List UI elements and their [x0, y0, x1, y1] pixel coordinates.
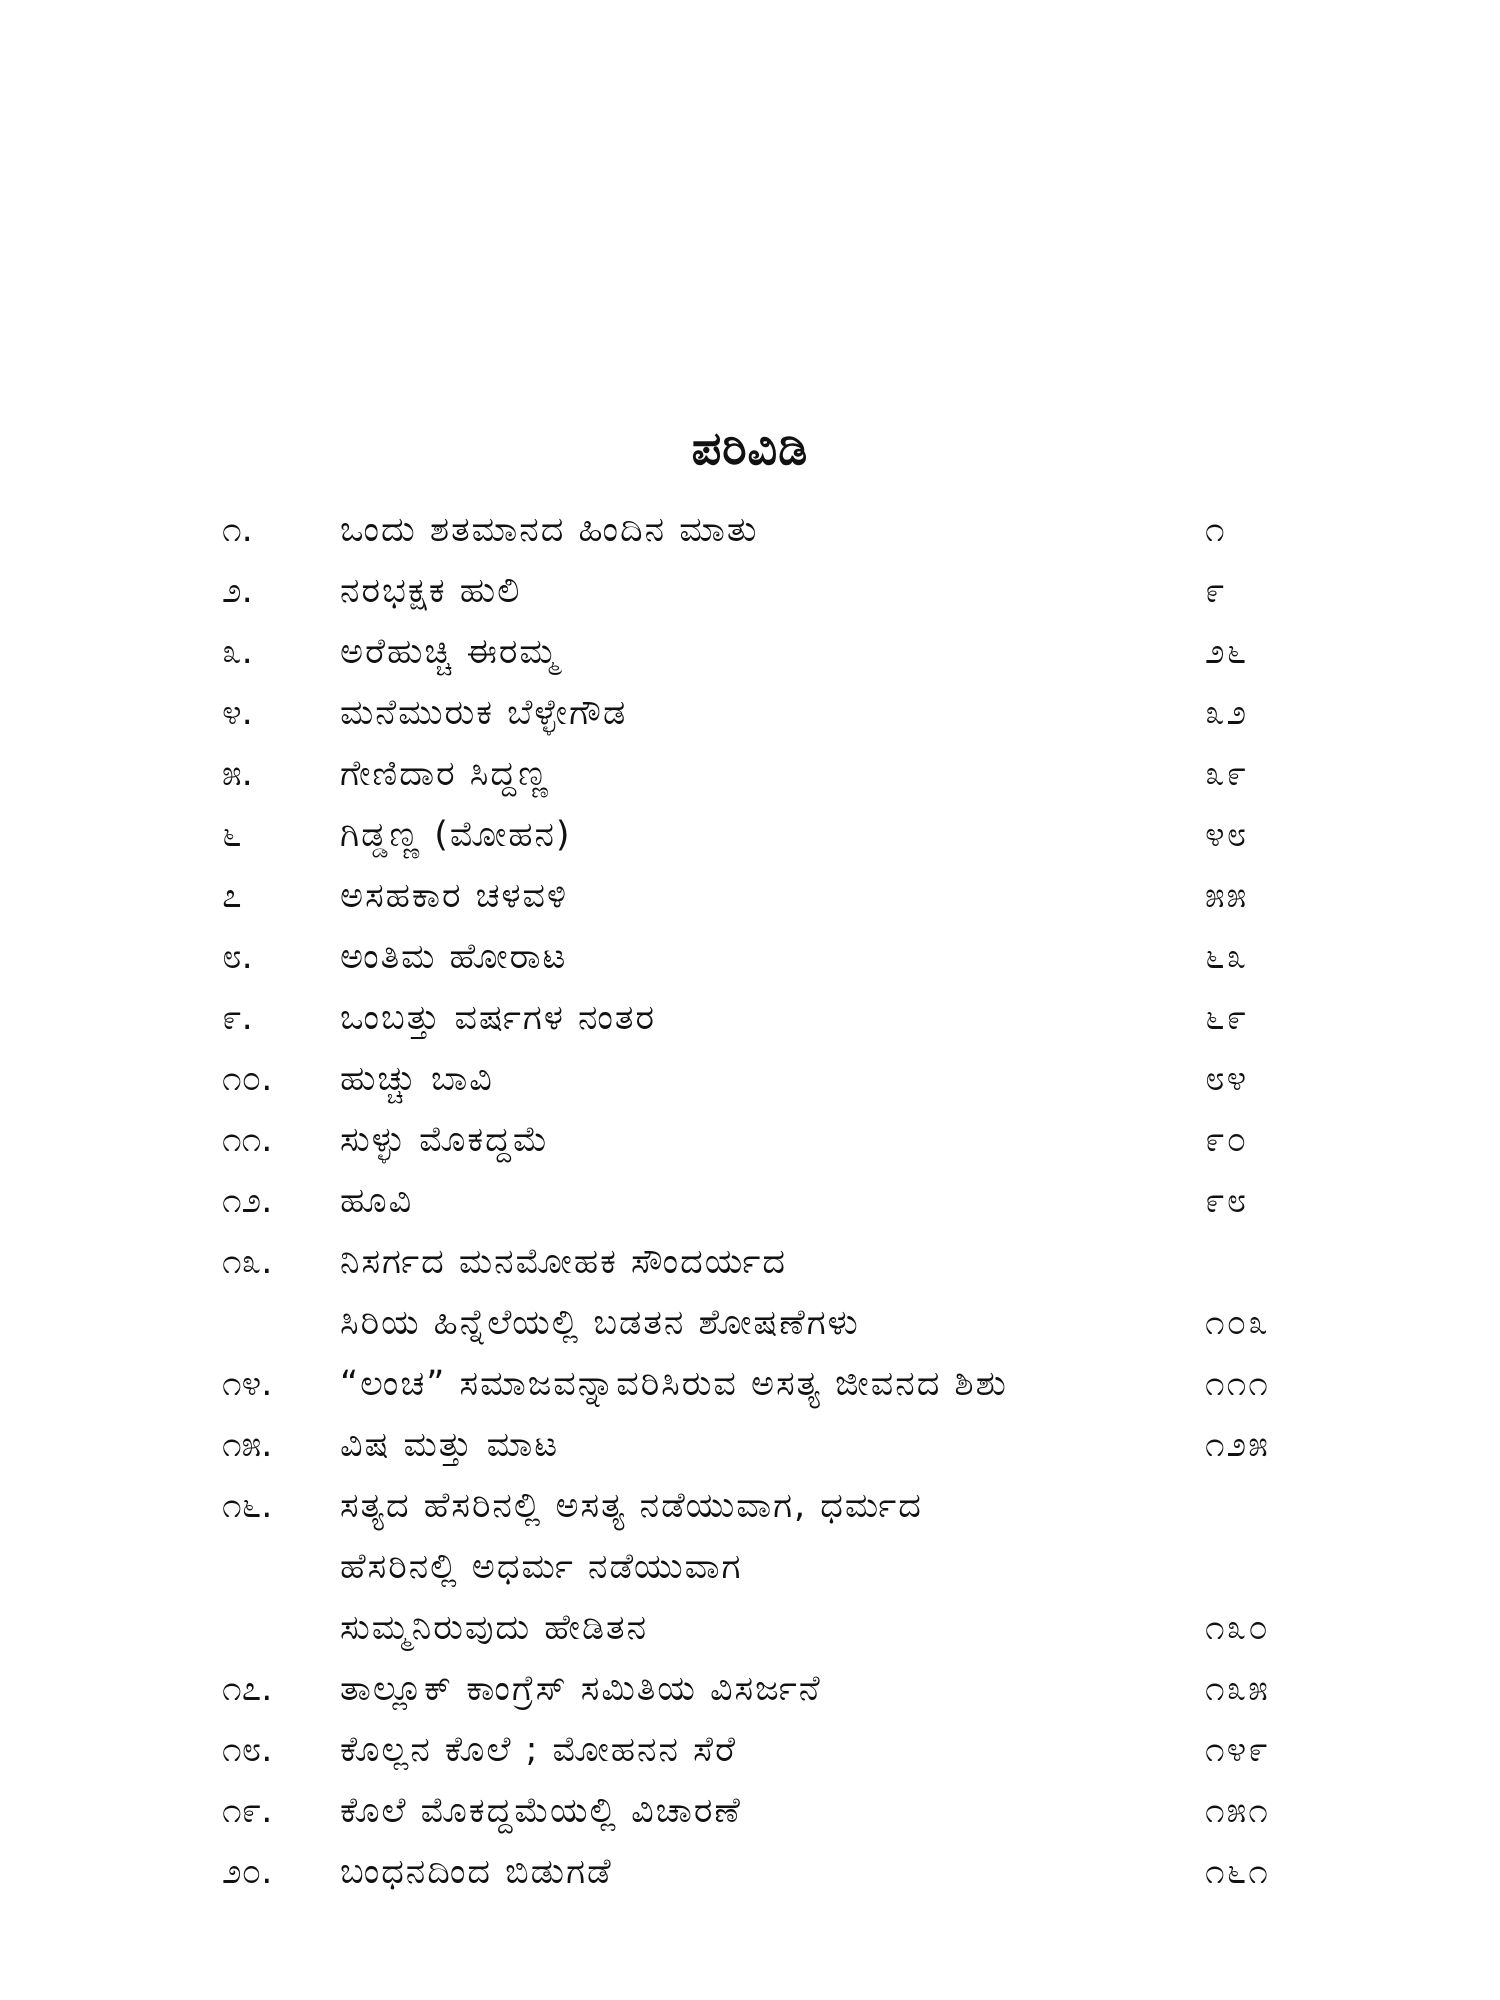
toc-entry-page-number: ೮೪: [1205, 1059, 1249, 1099]
toc-entry-title-line: ಸುಮ್ಮನಿರುವುದು ಹೇಡಿತನ: [340, 1608, 649, 1648]
toc-entry-title-line: ಅಂತಿಮ ಹೋರಾಟ: [340, 937, 568, 977]
toc-entry-title-line: ನಿಸರ್ಗದ ಮನಮೋಹಕ ಸೌಂದರ್ಯದ: [340, 1242, 787, 1282]
toc-entry-title-line: ಅಸಹಕಾರ ಚಳವಳಿ: [340, 876, 569, 916]
toc-entry-page-number: ೧: [1205, 510, 1227, 550]
toc-entry-number: ೪.: [222, 693, 253, 733]
toc-entry-title-line: ಸುಳ್ಳು ಮೊಕದ್ದಮೆ: [340, 1120, 550, 1160]
toc-entry-number: ೩.: [222, 632, 253, 672]
toc-entry-title-line: ಮನೆಮುರುಕ ಬೆಳ್ಳೇಗೌಡ: [340, 693, 628, 733]
toc-entry-page-number: ೧೫೧: [1205, 1791, 1270, 1831]
toc-entry-page-number: ೯೦: [1205, 1120, 1249, 1160]
toc-entry-title-line: ಗಿಡ್ಡಣ್ಣ (ಮೋಹನ): [340, 815, 572, 855]
toc-entry: [0, 1049, 1500, 1110]
toc-entry-title: [340, 561, 1200, 622]
toc-entry-title: [340, 1842, 1200, 1903]
toc-entry-title: [340, 622, 1200, 683]
toc-entry-number: ೫.: [222, 754, 253, 794]
toc-entry-title-line: ಕೊಲ್ಲನ ಕೊಲೆ ; ಮೋಹನನ ಸೆರೆ: [340, 1730, 737, 1770]
toc-entry-number: ೧೩.: [222, 1242, 273, 1282]
toc-entry: [0, 622, 1500, 683]
toc-entry: [0, 1781, 1500, 1842]
toc-entry-page-number: ೨೬: [1205, 632, 1249, 672]
toc-entry-title: [340, 744, 1200, 805]
toc-entry-number: ೧.: [222, 510, 253, 550]
toc-entry-number: ೧೮.: [222, 1730, 273, 1770]
toc-entry-title: [340, 1720, 1200, 1781]
toc-entry: [0, 561, 1500, 622]
toc-entry-title: [340, 1415, 1200, 1476]
toc-entry-title: [340, 1110, 1200, 1171]
toc-entry: [0, 805, 1500, 866]
toc-entry-page-number: ೬೯: [1205, 998, 1249, 1038]
toc-entry-number: ೧೦.: [222, 1059, 273, 1099]
toc-entry-title-line: ಒಂಬತ್ತು ವರ್ಷಗಳ ನಂತರ: [340, 998, 656, 1038]
toc-entry-title: [340, 1659, 1200, 1720]
toc-entry: [0, 927, 1500, 988]
toc-entry-page-number: ೧೩೫: [1205, 1669, 1270, 1709]
toc-entry-title-line: ಒಂದು ಶತಮಾನದ ಹಿಂದಿನ ಮಾತು: [340, 510, 759, 550]
toc-entry-title: [340, 1476, 1200, 1659]
toc-entry-page-number: ೪೮: [1205, 815, 1249, 855]
toc-entry-page-number: ೩೯: [1205, 754, 1249, 794]
toc-entry-number: ೮.: [222, 937, 253, 977]
toc-entry-number: ೧೫.: [222, 1425, 273, 1465]
toc-entry-number: ೬: [222, 815, 242, 855]
toc-entry-title-line: ನರಭಕ್ಷಕ ಹುಲಿ: [340, 571, 522, 611]
toc-entry: [0, 1415, 1500, 1476]
toc-entry-number: ೭: [222, 876, 242, 916]
toc-entry-title-line: ಸಿರಿಯ ಹಿನ್ನೆಲೆಯಲ್ಲಿ ಬಡತನ ಶೋಷಣೆಗಳು: [340, 1303, 860, 1343]
toc-entry: [0, 1720, 1500, 1781]
toc-entry-title: [340, 927, 1200, 988]
toc-entry-number: ೧೬.: [222, 1486, 273, 1526]
toc-entry: [0, 683, 1500, 744]
toc-entry: [0, 500, 1500, 561]
toc-entry: [0, 1171, 1500, 1232]
toc-entry: [0, 1232, 1500, 1354]
toc-entry-title-line: ಅರೆಹುಚ್ಚಿ ಈರಮ್ಮ: [340, 632, 560, 672]
toc-entry-number: ೧೭.: [222, 1669, 273, 1709]
toc-entry-title: [340, 988, 1200, 1049]
toc-entry-title: [340, 500, 1200, 561]
toc-entry-title: [340, 1354, 1200, 1415]
toc-entry-title-line: ಗೇಣಿದಾರ ಸಿದ್ದಣ್ಣ: [340, 754, 550, 794]
toc-entry-number: ೧೪.: [222, 1364, 273, 1404]
toc-entry-page-number: ೫೫: [1205, 876, 1249, 916]
toc-entry-page-number: ೧೪೯: [1205, 1730, 1270, 1770]
toc-entry-title: [340, 1049, 1200, 1110]
toc-entry-number: ೧೧.: [222, 1120, 273, 1160]
toc-entry-title-line: ಸತ್ಯದ ಹೆಸರಿನಲ್ಲಿ ಅಸತ್ಯ ನಡೆಯುವಾಗ, ಧರ್ಮದ: [340, 1486, 923, 1526]
page-title: ಪರಿವಿಡಿ: [691, 421, 809, 475]
toc-entry-number: ೯.: [222, 998, 253, 1038]
toc-entry-number: ೨೦.: [222, 1852, 273, 1892]
toc-entry-page-number: ೯೮: [1205, 1181, 1249, 1221]
toc-entry: [0, 988, 1500, 1049]
toc-entry-page-number: ೧೨೫: [1205, 1425, 1270, 1465]
toc-entry-title-line: ಹುಚ್ಚು ಬಾವಿ: [340, 1059, 494, 1099]
toc-entry-title: [340, 1781, 1200, 1842]
toc-entry-title: [340, 683, 1200, 744]
toc-entry-title: [340, 866, 1200, 927]
toc-entry-number: ೧೨.: [222, 1181, 273, 1221]
toc-entry-page-number: ೧೩೦: [1205, 1608, 1270, 1648]
toc-entry: [0, 1659, 1500, 1720]
toc-entry: [0, 1354, 1500, 1415]
toc-entry-title-line: ವಿಷ ಮತ್ತು ಮಾಟ: [340, 1425, 560, 1465]
toc-entry-title: [340, 805, 1200, 866]
toc-entry-page-number: ೩೨: [1205, 693, 1249, 733]
toc-entry-title-line: ತಾಲ್ಲೂಕ್ ಕಾಂಗ್ರೆಸ್ ಸಮಿತಿಯ ವಿಸರ್ಜನೆ: [340, 1669, 822, 1709]
toc-entry-title-line: ಹೂವಿ: [340, 1181, 414, 1221]
toc-entry-number: ೧೯.: [222, 1791, 273, 1831]
toc-entry-page-number: ೧೬೧: [1205, 1852, 1270, 1892]
toc-entry-page-number: ೧೦೩: [1205, 1303, 1270, 1343]
table-of-contents: [0, 500, 1500, 1903]
toc-entry-page-number: ೯: [1205, 571, 1227, 611]
toc-entry-title: [340, 1232, 1200, 1354]
toc-entry: [0, 1110, 1500, 1171]
toc-entry-number: ೨.: [222, 571, 253, 611]
toc-entry-page-number: ೧೧೧: [1205, 1364, 1270, 1404]
toc-entry: [0, 1476, 1500, 1659]
toc-entry-title-line: “ಲಂಚ” ಸಮಾಜವನ್ನಾವರಿಸಿರುವ ಅಸತ್ಯ ಜೀವನದ ಶಿಶು: [340, 1364, 1008, 1404]
toc-entry-title-line: ಬಂಧನದಿಂದ ಬಿಡುಗಡೆ: [340, 1852, 613, 1892]
toc-entry: [0, 744, 1500, 805]
toc-entry-title: [340, 1171, 1200, 1232]
toc-entry: [0, 1842, 1500, 1903]
toc-entry: [0, 866, 1500, 927]
toc-entry-page-number: ೬೩: [1205, 937, 1249, 977]
toc-entry-title-line: ಕೊಲೆ ಮೊಕದ್ದಮೆಯಲ್ಲಿ ವಿಚಾರಣೆ: [340, 1791, 742, 1831]
toc-entry-title-line: ಹೆಸರಿನಲ್ಲಿ ಅಧರ್ಮ ನಡೆಯುವಾಗ: [340, 1547, 743, 1587]
